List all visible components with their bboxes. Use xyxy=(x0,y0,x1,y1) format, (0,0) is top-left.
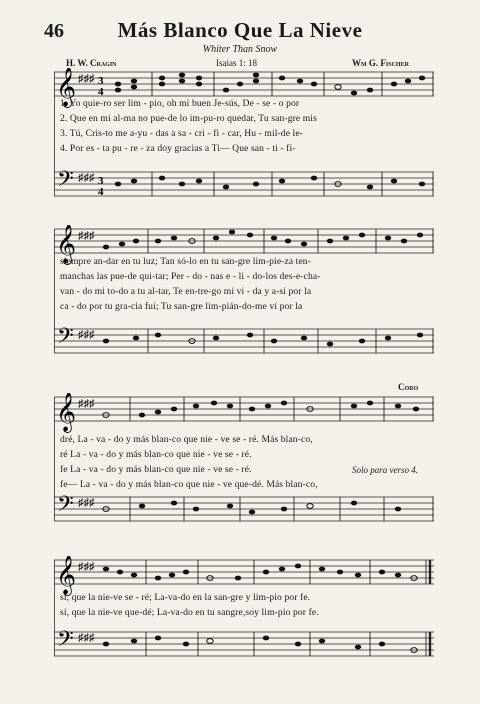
time-signature-icon: 3 xyxy=(98,175,104,187)
bass-clef-icon: 𝄢 xyxy=(57,167,74,196)
bass-staff xyxy=(54,632,434,656)
treble-clef-icon: 𝄞 xyxy=(56,226,77,263)
lyric-line: fe La - va - do y más blan-co que nie - ve se - ré. xyxy=(60,464,252,475)
key-signature-sharps-icon: ♯♯♯ xyxy=(78,497,95,509)
lyric-line: ca - do por tu gra-cia fuí; Tu san-gre lim-pián-do-me ví por la xyxy=(60,301,303,312)
lyric-line: van - do mi to-do a tu al-tar, Te en-tre-go mi vi - da y a-sí por la xyxy=(60,286,312,297)
bass-staff xyxy=(54,172,434,196)
lyric-line: 4. Por es - ta pu - re - za doy gracias a Ti— Que san - ti - fi- xyxy=(60,143,296,154)
time-signature-icon: 4 xyxy=(98,186,104,198)
bass-clef-icon: 𝄢 xyxy=(57,627,74,656)
key-signature-sharps-icon: ♯♯♯ xyxy=(78,230,95,242)
treble-clef-icon: 𝄞 xyxy=(56,557,77,594)
lyric-line: dré, La - va - do y más blan-co que nie - ve se - ré. Más blan-co, xyxy=(60,434,313,445)
composer-credit: Wm G. Fischer xyxy=(352,58,409,68)
hymn-subtitle: Whiter Than Snow xyxy=(202,44,278,55)
hymn-title: Más Blanco Que La Nieve xyxy=(117,18,363,42)
lyric-line: ré La - va - do y más blan-co que nie - ve se - ré. xyxy=(60,449,252,460)
music-system-4 xyxy=(54,556,434,691)
key-signature-sharps-icon: ♯♯♯ xyxy=(78,632,95,644)
bass-staff xyxy=(54,497,434,521)
treble-staff xyxy=(54,72,434,96)
time-signature-icon: 3 xyxy=(98,75,104,87)
solo-instruction: Solo para verso 4. xyxy=(352,465,418,475)
page-number: 46 xyxy=(44,20,64,42)
lyric-line: 2. Que en mi al-ma no pue-de lo im-pu-ro quedar, Tu san-gre mis xyxy=(60,113,317,124)
lyric-line: siempre an-dar en tu luz; Tan só-lo en tu san-gre lim-pie-za ten- xyxy=(60,256,311,267)
lyricist-credit: H. W. Cragin xyxy=(66,58,117,68)
chorus-label: Coro xyxy=(398,382,419,392)
lyric-line: sí, que la nie-ve que-dé; La-va-do en tu sangre,soy lim-pio por fe. xyxy=(60,607,319,618)
lyric-line: fe— La - va - do y más blan-co que nie - ve que-dé. Más blan-co, xyxy=(60,479,318,490)
treble-clef-icon: 𝄞 xyxy=(56,394,77,431)
lyric-line: 3. Tú, Cris-to me a-yu - das a sa - cri - fi - car, Hu - mil-de le- xyxy=(60,128,303,139)
key-signature-sharps-icon: ♯♯♯ xyxy=(78,561,95,573)
lyric-line: sí, que la nie-ve se - ré; La-va-do en la san-gre y lim-pio por fe. xyxy=(60,592,311,603)
treble-staff xyxy=(54,560,434,584)
treble-clef-icon: 𝄞 xyxy=(56,69,77,106)
music-system-2 xyxy=(54,225,434,375)
key-signature-sharps-icon: ♯♯♯ xyxy=(78,73,95,85)
bass-staff xyxy=(54,329,434,353)
scripture-reference: Isaias 1: 18 xyxy=(216,58,257,68)
lyric-line: manchas las pue-de qui-tar; Per - do - nas e - li - do-los des-e-cha- xyxy=(60,271,321,282)
bass-clef-icon: 𝄢 xyxy=(57,492,74,521)
treble-staff xyxy=(54,229,434,253)
treble-staff xyxy=(54,397,434,421)
lyric-line: 1. Yo quie-ro ser lim - pio, oh mi buen Je-sús, De - se - o por xyxy=(60,98,300,109)
bass-clef-icon: 𝄢 xyxy=(57,324,74,353)
time-signature-icon: 4 xyxy=(98,86,104,98)
key-signature-sharps-icon: ♯♯♯ xyxy=(78,172,95,184)
key-signature-sharps-icon: ♯♯♯ xyxy=(78,398,95,410)
key-signature-sharps-icon: ♯♯♯ xyxy=(78,329,95,341)
